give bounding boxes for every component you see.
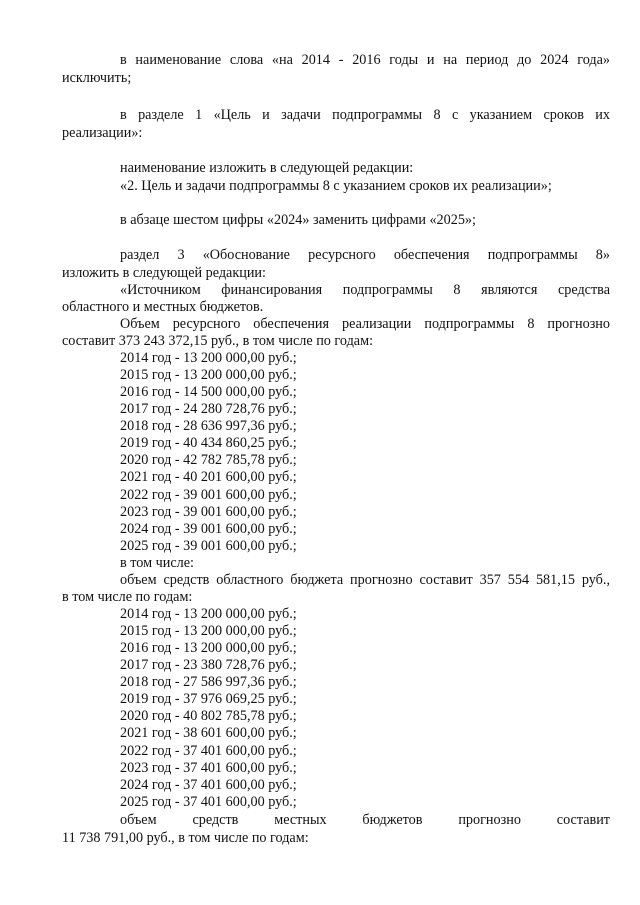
year-line: 2022 год - 37 401 600,00 руб.; <box>120 743 297 759</box>
paragraph-line: 11 738 791,00 руб., в том числе по годам: <box>62 830 309 846</box>
year-line: 2018 год - 27 586 997,36 руб.; <box>120 674 297 690</box>
year-line: 2016 год - 13 200 000,00 руб.; <box>120 640 297 656</box>
year-line: 2023 год - 37 401 600,00 руб.; <box>120 760 297 776</box>
paragraph-line: объем средств областного бюджета прогнозно составит 357 554 581,15 руб., <box>120 572 610 588</box>
paragraph-line: раздел 3 «Обоснование ресурсного обеспечения подпрограммы 8» <box>120 247 610 263</box>
year-line: 2014 год - 13 200 000,00 руб.; <box>120 606 297 622</box>
year-line: 2018 год - 28 636 997,36 руб.; <box>120 418 297 434</box>
year-line: 2022 год - 39 001 600,00 руб.; <box>120 487 297 503</box>
year-line: 2019 год - 37 976 069,25 руб.; <box>120 691 297 707</box>
paragraph-line: составит 373 243 372,15 руб., в том числе по годам: <box>62 333 374 349</box>
paragraph-line: «2. Цель и задачи подпрограммы 8 с указанием сроков их реализации»; <box>120 178 552 194</box>
paragraph-line: «Источником финансирования подпрограммы 8 являются средства <box>120 282 610 298</box>
year-line: 2017 год - 24 280 728,76 руб.; <box>120 401 297 417</box>
paragraph-line: в том числе: <box>120 555 194 571</box>
year-line: 2020 год - 42 782 785,78 руб.; <box>120 452 297 468</box>
year-line: 2016 год - 14 500 000,00 руб.; <box>120 384 297 400</box>
year-line: 2025 год - 39 001 600,00 руб.; <box>120 538 297 554</box>
year-line: 2024 год - 39 001 600,00 руб.; <box>120 521 297 537</box>
year-line: 2020 год - 40 802 785,78 руб.; <box>120 708 297 724</box>
year-line: 2015 год - 13 200 000,00 руб.; <box>120 367 297 383</box>
year-line: 2021 год - 40 201 600,00 руб.; <box>120 469 297 485</box>
paragraph-line: в наименование слова «на 2014 - 2016 годы и на период до 2024 года» <box>120 52 610 68</box>
year-line: 2017 год - 23 380 728,76 руб.; <box>120 657 297 673</box>
paragraph-line: Объем ресурсного обеспечения реализации подпрограммы 8 прогнозно <box>120 316 610 332</box>
paragraph-line: в том числе по годам: <box>62 589 193 605</box>
paragraph-line: в абзаце шестом цифры «2024» заменить цифрами «2025»; <box>120 212 476 228</box>
year-line: 2014 год - 13 200 000,00 руб.; <box>120 350 297 366</box>
year-line: 2024 год - 37 401 600,00 руб.; <box>120 777 297 793</box>
paragraph-line: исключить; <box>62 70 132 86</box>
paragraph-line: объем средств местных бюджетов прогнозно составит <box>120 812 610 828</box>
paragraph-line: изложить в следующей редакции: <box>62 265 266 281</box>
year-line: 2025 год - 37 401 600,00 руб.; <box>120 794 297 810</box>
paragraph-line: в разделе 1 «Цель и задачи подпрограммы 8 с указанием сроков их <box>120 107 610 123</box>
year-line: 2023 год - 39 001 600,00 руб.; <box>120 504 297 520</box>
year-line: 2019 год - 40 434 860,25 руб.; <box>120 435 297 451</box>
paragraph-line: реализации»: <box>62 125 143 141</box>
paragraph-line: наименование изложить в следующей редакции: <box>120 160 414 176</box>
year-line: 2015 год - 13 200 000,00 руб.; <box>120 623 297 639</box>
paragraph-line: областного и местных бюджетов. <box>62 299 264 315</box>
year-line: 2021 год - 38 601 600,00 руб.; <box>120 725 297 741</box>
